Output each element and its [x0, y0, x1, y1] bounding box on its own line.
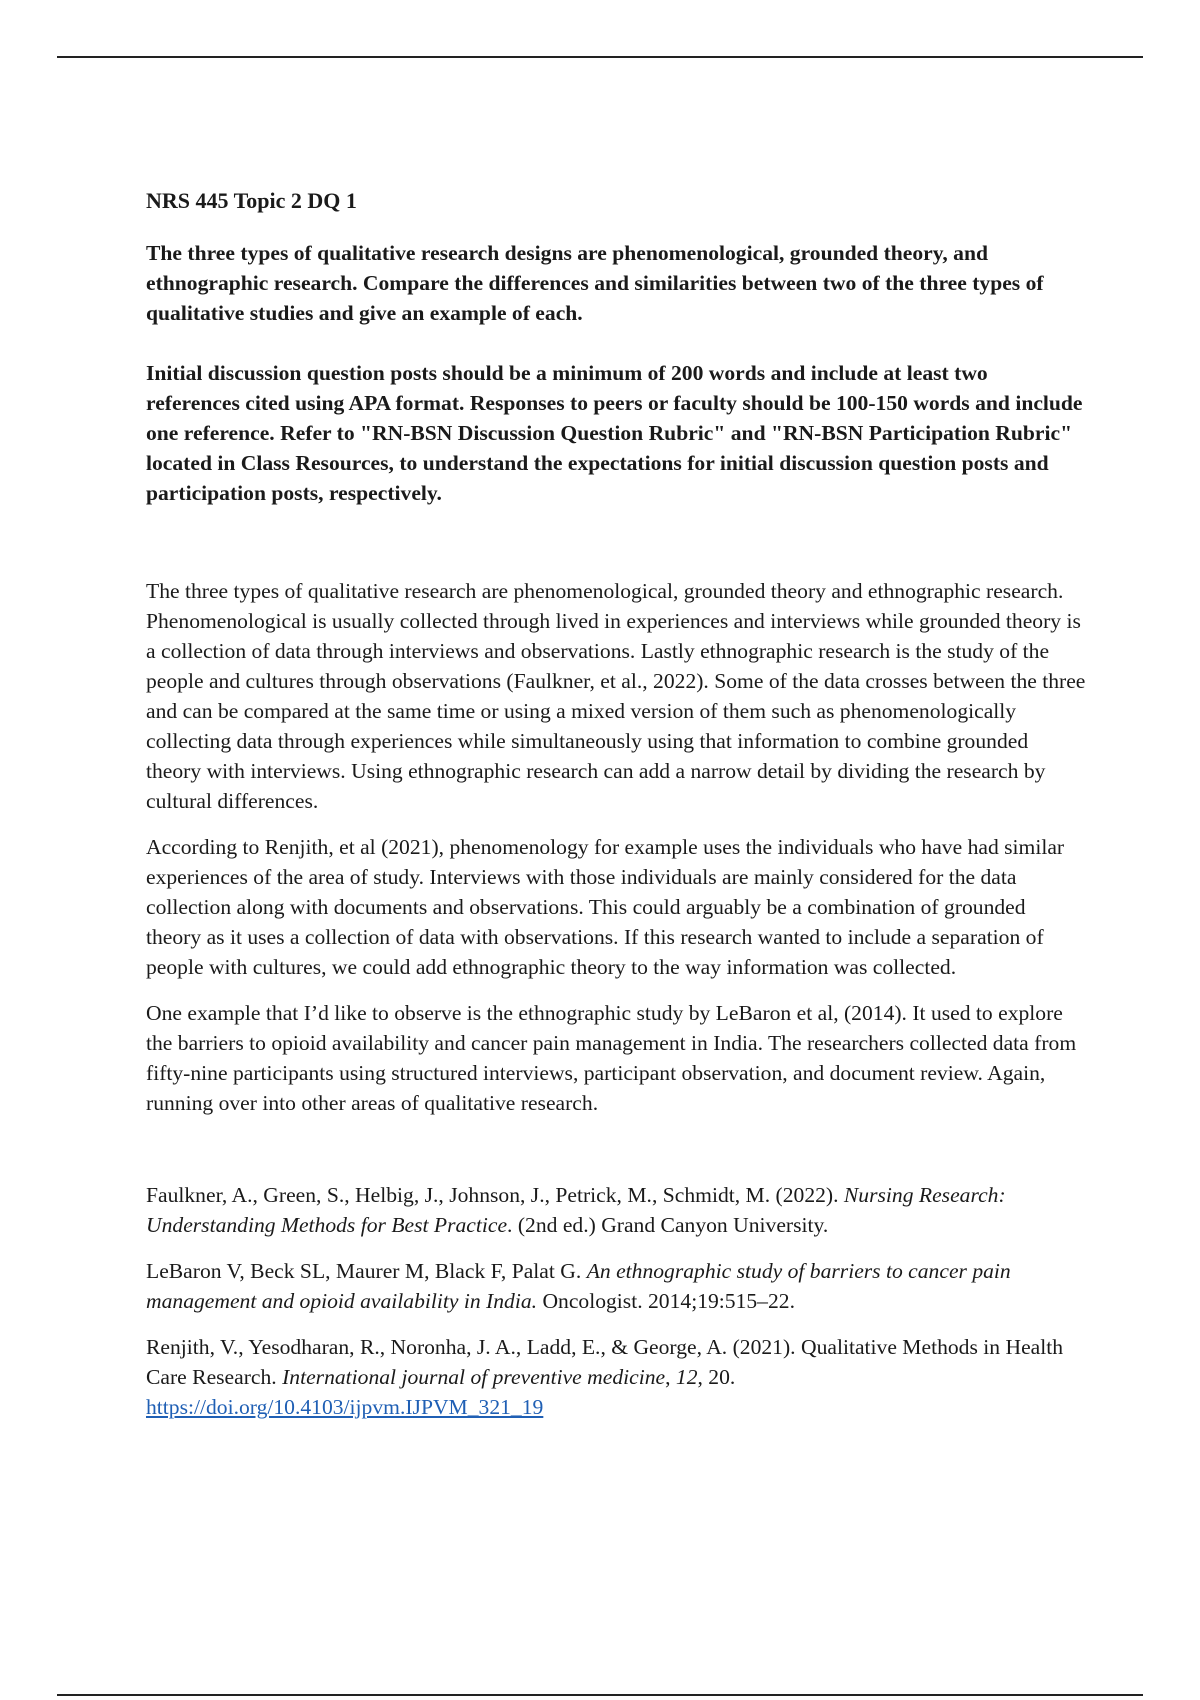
- reference-title: An ethnographic study of barriers to cancer pain management and opioid availability in India.: [146, 1259, 1011, 1313]
- top-rule: [57, 56, 1143, 58]
- reference-journal: International journal of preventive medicine: [282, 1365, 666, 1389]
- bottom-rule: [57, 1694, 1143, 1696]
- response-paragraph-1: The three types of qualitative research are phenomenological, grounded theory and ethnographic research. Phenomenological is usually collected through lived in experiences and interviews while grounded theory is a collection of data through interviews and observations. Lastly ethnographic research is the study of the people and cultures through observations (Faulkner, et al., 2022). Some of the data crosses between the three and can be compared at the same time or using a mixed version of them such as phenomenologically collecting data through experiences while simultaneously using that information to combine grounded theory with interviews. Using ethnographic research can add a narrow detail by dividing the research by cultural differences.: [146, 579, 1086, 813]
- reference-title: Nursing Research: Understanding Methods for Best Practice: [146, 1183, 1006, 1237]
- response-paragraph-2: According to Renjith, et al (2021), phenomenology for example uses the individuals who have had similar experiences of the area of study. Interviews with those individuals are mainly considered for the data collection along with documents and observations. This could arguably be a combination of grounded theory as it uses a collection of data with observations. If this research wanted to include a separation of people with cultures, we could add ethnographic theory to the way information was collected.: [146, 835, 1065, 979]
- reference-details: Oncologist. 2014;19:515–22.: [537, 1289, 795, 1313]
- reference-separator: ,: [665, 1365, 676, 1389]
- reference-details: , 20.: [697, 1365, 736, 1389]
- reference-lebaron: [146, 1256, 1086, 1316]
- reference-details: . (2nd ed.) Grand Canyon University.: [507, 1213, 829, 1237]
- doi-link[interactable]: https://doi.org/10.4103/ijpvm.IJPVM_321_19: [146, 1395, 544, 1419]
- reference-authors: Renjith, V., Yesodharan, R., Noronha, J. A., Ladd, E., & George, A. (2021). Qualitative Methods in Health Care Research.: [146, 1335, 1064, 1389]
- document-page: [146, 186, 1086, 1438]
- reference-authors: LeBaron V, Beck SL, Maurer M, Black F, Palat G.: [146, 1259, 587, 1283]
- reference-authors: Faulkner, A., Green, S., Helbig, J., Johnson, J., Petrick, M., Schmidt, M. (2022).: [146, 1183, 844, 1207]
- reference-volume: 12: [675, 1365, 698, 1389]
- page-title: NRS 445 Topic 2 DQ 1: [146, 188, 357, 213]
- reference-renjith: [146, 1332, 1086, 1422]
- response-paragraph-3: One example that I’d like to observe is the ethnographic study by LeBaron et al, (2014). It used to explore the barriers to opioid availability and cancer pain management in India. The researchers collected data from fifty-nine participants using structured interviews, participant observation, and document review. Again, running over into other areas of qualitative research.: [146, 1001, 1077, 1115]
- prompt-question: The three types of qualitative research designs are phenomenological, grounded theory, and ethnographic research. Compare the differences and similarities between two of the three types of qualitative studies and give an example of each.: [146, 241, 1044, 325]
- reference-faulkner: [146, 1180, 1086, 1240]
- prompt-instructions: Initial discussion question posts should be a minimum of 200 words and include at least two references cited using APA format. Responses to peers or faculty should be 100-150 words and include one reference. Refer to "RN-BSN Discussion Question Rubric" and "RN-BSN Participation Rubric" located in Class Resources, to understand the expectations for initial discussion question posts and participation posts, respectively.: [146, 361, 1083, 505]
